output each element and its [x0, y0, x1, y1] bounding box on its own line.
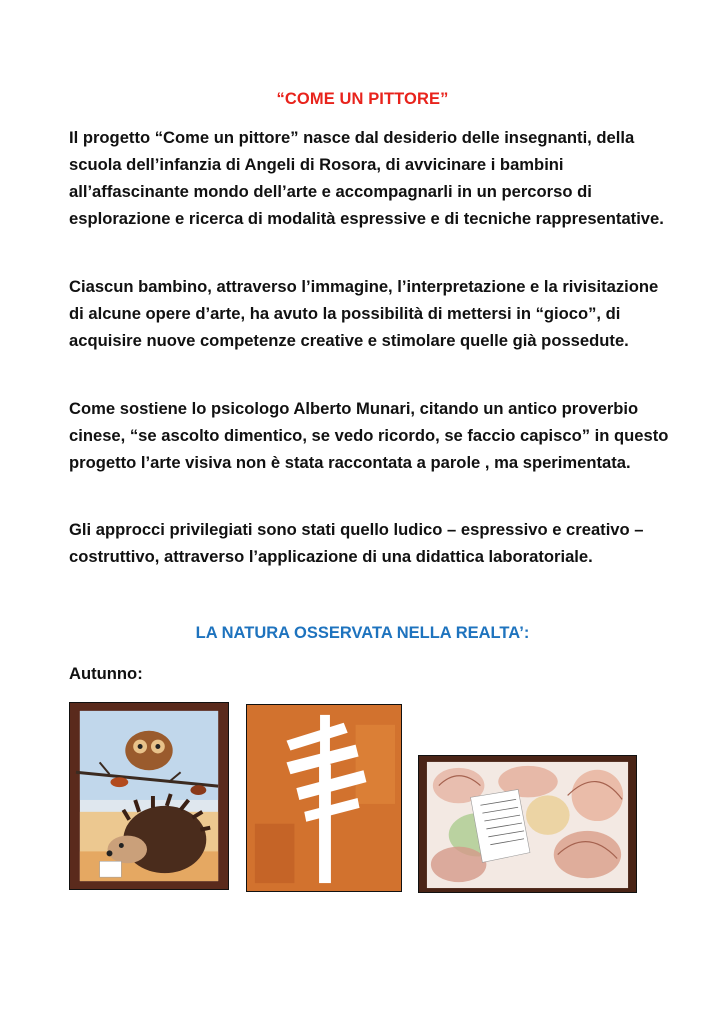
photo-leaf-rubbing — [418, 755, 637, 893]
photo-white-tree-painting — [246, 704, 402, 892]
paragraph-intro: Il progetto “Come un pittore” nasce dal desiderio delle insegnanti, della scuola dell’infanzia di Angeli di Rosora, di avvicinare i bambini all’affascinante mondo dell’arte e accompagnarli in un percorso di esplorazione e ricerca di modalità espressive e di tecniche rappresentative. — [69, 128, 664, 228]
section-title: LA NATURA OSSERVATA NELLA REALTA’: — [195, 624, 530, 642]
photo-owl-hedgehog-collage — [69, 702, 229, 890]
document-title: “COME UN PITTORE” — [276, 90, 449, 108]
paragraph-children: Ciascun bambino, attraverso l’immagine, l’interpretazione e la rivisitazione di alcune opere d’arte, ha avuto la possibilità di mettersi in “gioco”, di acquisire nuove competenze creative e stimolare quelle già possedute. — [69, 277, 659, 350]
paragraph-approaches: Gli approcci privilegiati sono stati quello ludico – espressivo e creativo – costruttivo, attraverso l’applicazione di una didattica laboratoriale. — [69, 520, 644, 566]
season-label: Autunno: — [69, 664, 143, 683]
paragraph-munari: Come sostiene lo psicologo Alberto Munari, citando un antico proverbio cinese, “se ascolto dimentico, se vedo ricordo, se faccio capisco” in questo progetto l’arte visiva non è stata raccontata a parole , ma sperimentata. — [69, 399, 669, 472]
